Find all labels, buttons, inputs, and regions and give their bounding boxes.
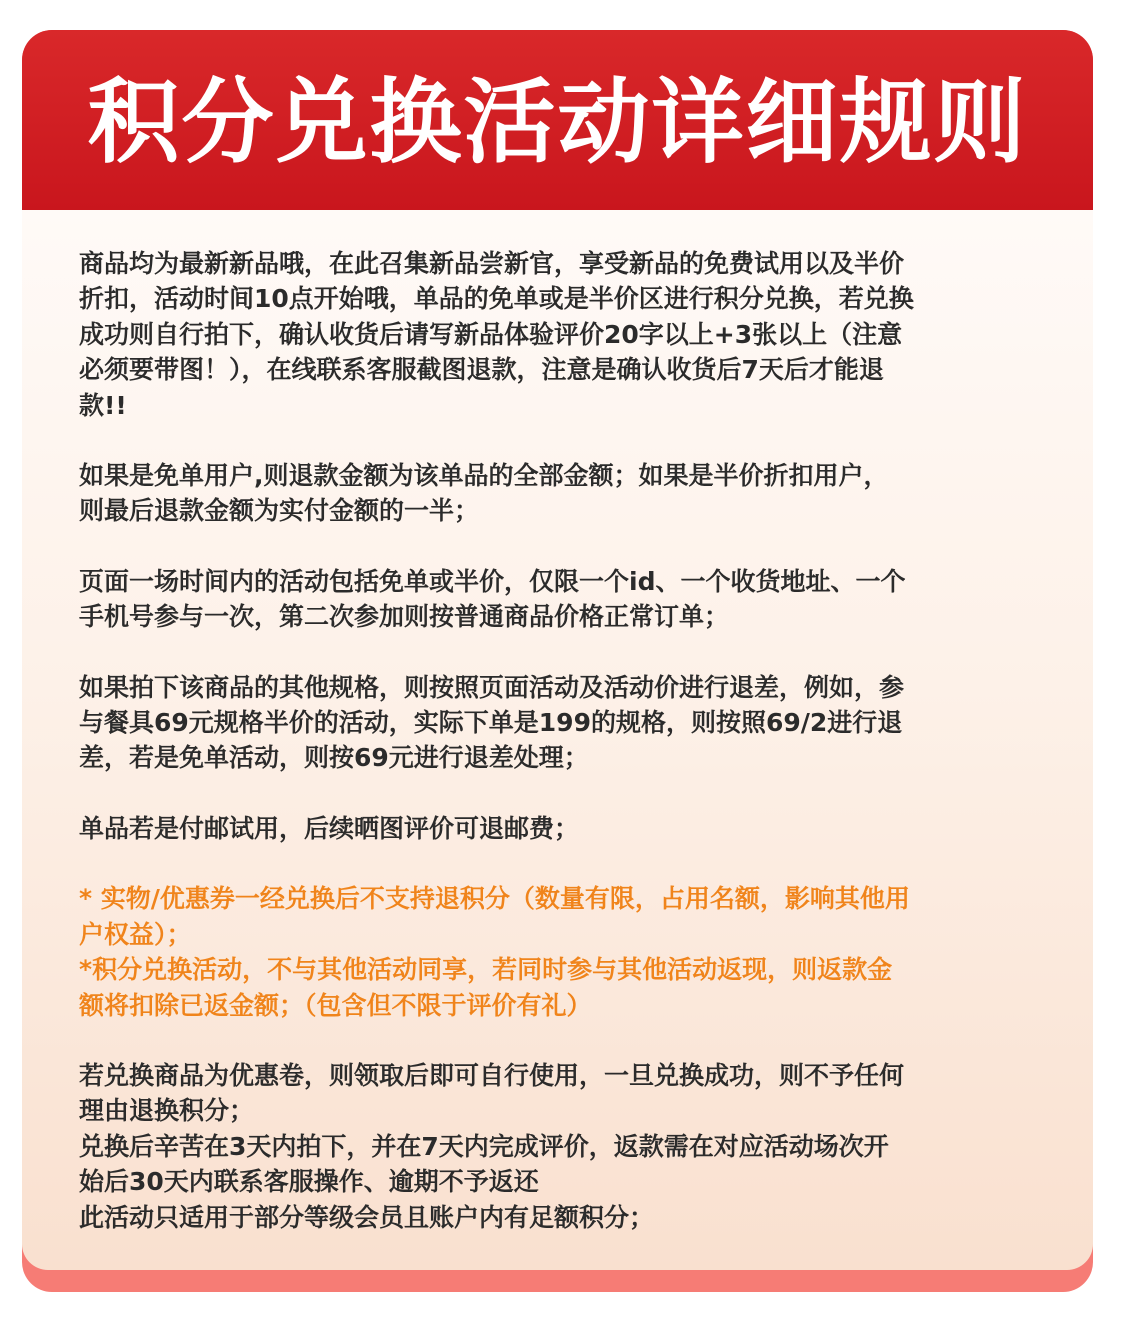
rule-other-specs: 如果拍下该商品的其他规格，则按照页面活动及活动价进行退差，例如，参 与餐具69元规格半价的活动，实际下单是199的规格，则按照69/2进行退 差，若是免单活动，则按69元进行退差处理； xyxy=(79,672,905,773)
rule-notice-highlight: * 实物/优惠券一经兑换后不支持退积分（数量有限，占用名额，影响其他用 户权益）； *积分兑换活动，不与其他活动同享，若同时参与其他活动返现，则返款金 额将扣除已返金额；（包含但不限于评价有礼） xyxy=(79,884,910,1020)
title-banner xyxy=(22,30,1093,210)
rule-coupon-and-timing: 若兑换商品为优惠卷，则领取后即可自行使用，一旦兑换成功，则不予任何 理由退换积分； 兑换后辛苦在3天内拍下，并在7天内完成评价，返款需在对应活动场次开 始后30天内联系客服操作、逾期不予返还 此活动只适用于部分等级会员且账户内有足额积分； xyxy=(79,1060,905,1232)
rule-postage-trial: 单品若是付邮试用，后续晒图评价可退邮费； xyxy=(79,813,580,843)
rules-card xyxy=(22,30,1093,1292)
rule-trial-intro: 商品均为最新新品哦，在此召集新品尝新官，享受新品的免费试用以及半价 折扣，活动时间10点开始哦，单品的免单或是半价区进行积分兑换，若兑换 成功则自行拍下，确认收货后请写新品体验评价20字以上+3张以上（注意 必须要带图！），在线联系客服截图退款，注意是确认收货后7天后才能退 款!! xyxy=(79,249,914,420)
page-title: 积分兑换活动详细规则 xyxy=(87,69,1028,176)
rule-participation-limit: 页面一场时间内的活动包括免单或半价，仅限一个id、一个收货地址、一个 手机号参与一次，第二次参加则按普通商品价格正常订单； xyxy=(79,566,906,632)
rule-refund-amount: 如果是免单用户,则退款金额为该单品的全部金额；如果是半价折扣用户， 则最后退款金额为实付金额的一半； xyxy=(79,461,889,526)
rules-content xyxy=(22,210,1093,1270)
